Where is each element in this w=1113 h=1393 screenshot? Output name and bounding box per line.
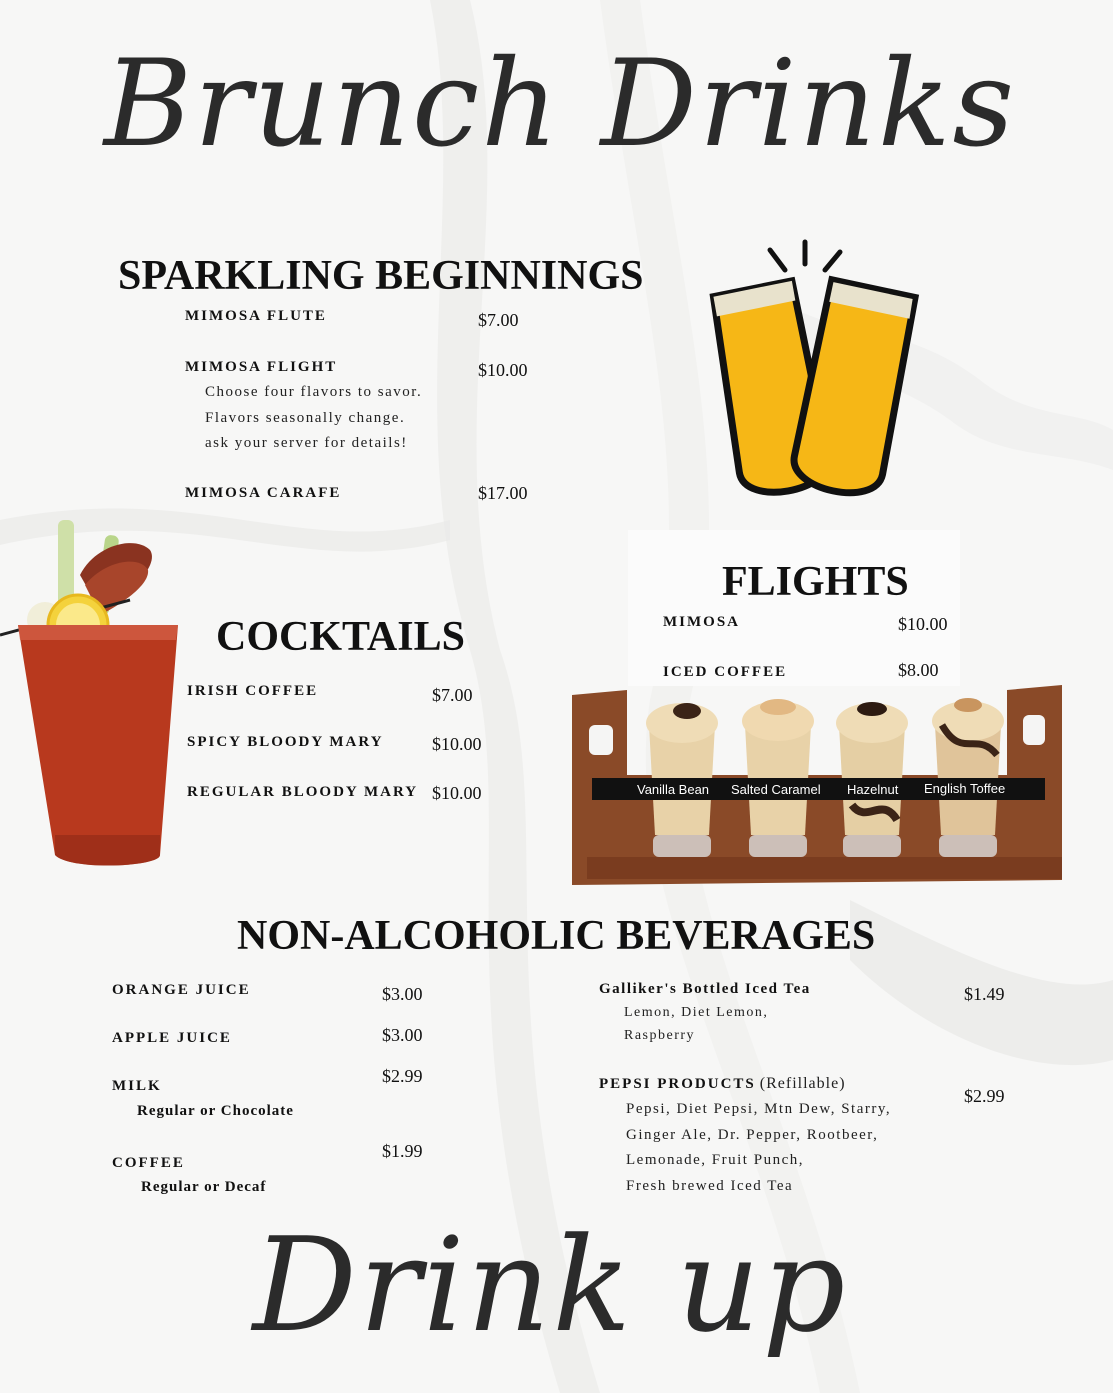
menu-item-price: $3.00 <box>382 1025 423 1045</box>
menu-item-price: $3.00 <box>382 984 423 1004</box>
menu-item-price: $1.99 <box>382 1141 423 1161</box>
menu-item-name: MIMOSA CARAFE <box>185 485 342 501</box>
menu-item-description: Raspberry <box>624 1028 696 1043</box>
menu-item-description: Pepsi, Diet Pepsi, Mtn Dew, Starry, <box>626 1101 892 1117</box>
menu-item-name: MILK <box>112 1078 162 1094</box>
menu-item-name: REGULAR BLOODY MARY <box>187 784 419 800</box>
menu-item-name: IRISH COFFEE <box>187 683 319 699</box>
flavor-label: English Toffee <box>924 781 1006 796</box>
mimosa-glasses-image <box>700 238 930 518</box>
menu-item-price: $10.00 <box>432 734 482 754</box>
flavor-label: Hazelnut <box>847 782 899 797</box>
menu-item-price: $2.99 <box>964 1086 1005 1106</box>
menu-item-description: Fresh brewed Iced Tea <box>626 1178 794 1194</box>
menu-item-description: Flavors seasonally change. <box>205 410 406 426</box>
menu-item-price: $10.00 <box>432 783 482 803</box>
menu-item-name: APPLE JUICE <box>112 1030 232 1046</box>
menu-item-name: Galliker's Bottled Iced Tea <box>599 981 811 997</box>
menu-item-price: $1.49 <box>964 984 1005 1004</box>
flights-heading: FLIGHTS <box>722 559 909 605</box>
cocktails-heading: COCKTAILS <box>216 614 465 660</box>
flavor-label: Salted Caramel <box>731 782 821 797</box>
menu-item-name: ORANGE JUICE <box>112 982 251 998</box>
footer-tagline: Drink up <box>252 1209 848 1361</box>
menu-item-price: $17.00 <box>478 483 528 503</box>
menu-item-price: $10.00 <box>898 614 948 634</box>
flavor-label: Vanilla Bean <box>637 782 710 797</box>
bloody-mary-image <box>0 515 190 875</box>
menu-item-description: Lemon, Diet Lemon, <box>624 1005 769 1020</box>
menu-item-name: MIMOSA FLIGHT <box>185 359 338 375</box>
menu-item-description: ask your server for details! <box>205 435 408 451</box>
menu-item-description: Lemonade, Fruit Punch, <box>626 1152 804 1168</box>
menu-item-name: ICED COFFEE <box>663 664 788 680</box>
menu-item-price: $8.00 <box>898 660 939 680</box>
menu-item-price: $7.00 <box>478 310 519 330</box>
nonalcoholic-heading: NON-ALCOHOLIC BEVERAGES <box>237 913 876 959</box>
menu-item-name: MIMOSA FLUTE <box>185 308 327 324</box>
menu-item-name: SPICY BLOODY MARY <box>187 734 384 750</box>
page-title: Brunch Drinks <box>103 35 1017 174</box>
menu-item-description: Choose four flavors to savor. <box>205 384 423 400</box>
coffee-cup <box>932 698 1004 857</box>
pepsi-products-title <box>599 1075 846 1093</box>
menu-item-description: Regular or Decaf <box>141 1179 267 1195</box>
menu-item-price: $2.99 <box>382 1066 423 1086</box>
menu-item-name: PEPSI PRODUCTS <box>599 1076 756 1092</box>
menu-item-name: COFFEE <box>112 1155 185 1171</box>
menu-item-description: Regular or Chocolate <box>137 1103 294 1119</box>
sparkling-heading: SPARKLING BEGINNINGS <box>118 253 644 299</box>
menu-item-price: $7.00 <box>432 685 473 705</box>
menu-item-price: $10.00 <box>478 360 528 380</box>
menu-item-name: MIMOSA <box>663 614 740 630</box>
menu-item-note: (Refillable) <box>759 1075 846 1092</box>
menu-item-description: Ginger Ale, Dr. Pepper, Rootbeer, <box>626 1127 879 1143</box>
